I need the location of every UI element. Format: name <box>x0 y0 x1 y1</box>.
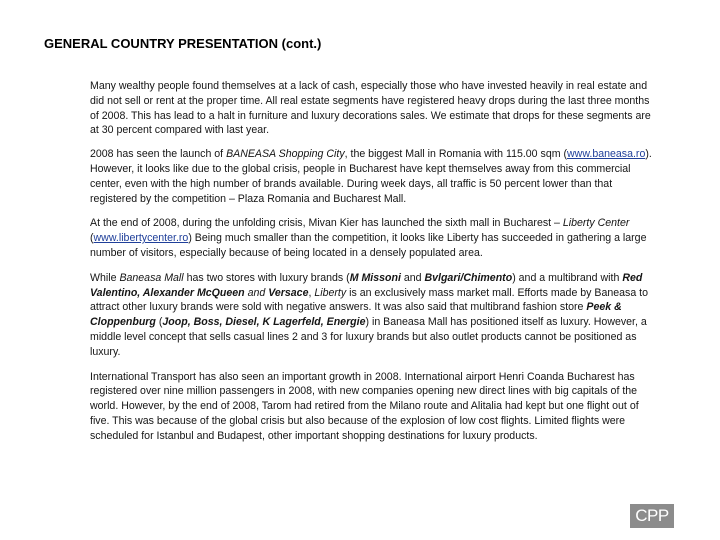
text: and <box>244 286 269 299</box>
paragraph-baneasa-launch <box>90 147 660 206</box>
paragraph-international-transport: International Transport has also seen an important growth in 2008. International airport Henri Coanda Bucharest has registered over nine million passengers in 2008, with new companies opening new direct lines with big capitals of the world. However, by the end of 2008, Tarom had retired from the Milano route and Alitalia had kept but one flight out of five. This was because of the global crisis but also because of the explosion of low cost flights. Limited flights were scheduled for Istanbul and Budapest, other important shopping destinations for luxury products. <box>90 370 639 442</box>
text: 2008 has seen the launch of <box>90 148 227 161</box>
cpp-logo: CPP <box>630 504 674 528</box>
mall-name: Baneasa Mall <box>119 271 184 284</box>
text: ) in Baneasa Mall has positioned itself as luxury. However, a middle level concept that sells casual lines 2 and 3 for luxury brands but also outlet products cannot be positioned as luxury. <box>90 316 647 358</box>
brand-name: Red Valentino, Alexander McQueen <box>90 271 643 299</box>
text: , the biggest Mall in Romania with 115.00 sqm ( <box>344 148 568 161</box>
paragraph-luxury-brands <box>90 271 660 360</box>
brand-name: Joop, Boss, Diesel, K Lagerfeld, Energie <box>162 316 366 329</box>
text: At the end of 2008, during the unfolding crisis, Mivan Kier has launched the sixth mall in Bucharest – <box>90 217 563 230</box>
liberty-link[interactable]: www.libertycenter.ro <box>93 232 189 245</box>
text: ( <box>90 232 94 245</box>
text: While <box>90 271 120 284</box>
brand-name: Versace <box>268 286 309 299</box>
text: ) and a multibrand with <box>512 271 623 284</box>
paragraph-real-estate: Many wealthy people found themselves at a lack of cash, especially those who have invested heavily in real estate and did not sell or rent at the proper time. All real estate segments have registered heavy drops during the last three months of 2008. This has lead to a halt in furniture and luxury decorations sales. We estimate that drops for these segments are at 30 percent compared with last year. <box>90 80 651 137</box>
paragraph-liberty-center <box>90 216 660 260</box>
text: , <box>308 286 315 299</box>
text: ( <box>155 316 163 329</box>
text: ) Being much smaller than the competition, it looks like Liberty has succeeded in gathering a large number of visitors, especially because of being located in a densely populated area. <box>90 232 647 259</box>
text: has two stores with luxury brands ( <box>183 271 350 284</box>
text: is an exclusively mass market mall. Efforts made by Baneasa to attract other luxury brands were sold with negative answers. It was also said that multibrand fashion store <box>90 286 649 314</box>
text: ). However, it looks like due to the global crisis, people in Bucharest have kept themselves away from this commercial center, even with the high number of brands available. During week days, all traffic is 50 percent lower than that registered by the competition – Plaza Romania and Bucharest Mall. <box>90 148 652 205</box>
text: and <box>400 271 425 284</box>
mall-name: Liberty <box>314 286 347 299</box>
mall-name: BANEASA Shopping City <box>226 148 345 161</box>
mall-name: Liberty Center <box>562 217 630 230</box>
baneasa-link[interactable]: www.baneasa.ro <box>567 148 646 161</box>
brand-name: Bvlgari/Chimento <box>424 271 513 284</box>
brand-name: Peek & Cloppenburg <box>90 301 622 329</box>
brand-name: M Missoni <box>349 271 401 284</box>
body-text <box>90 79 660 454</box>
page-title: GENERAL COUNTRY PRESENTATION (cont.) <box>44 36 322 51</box>
